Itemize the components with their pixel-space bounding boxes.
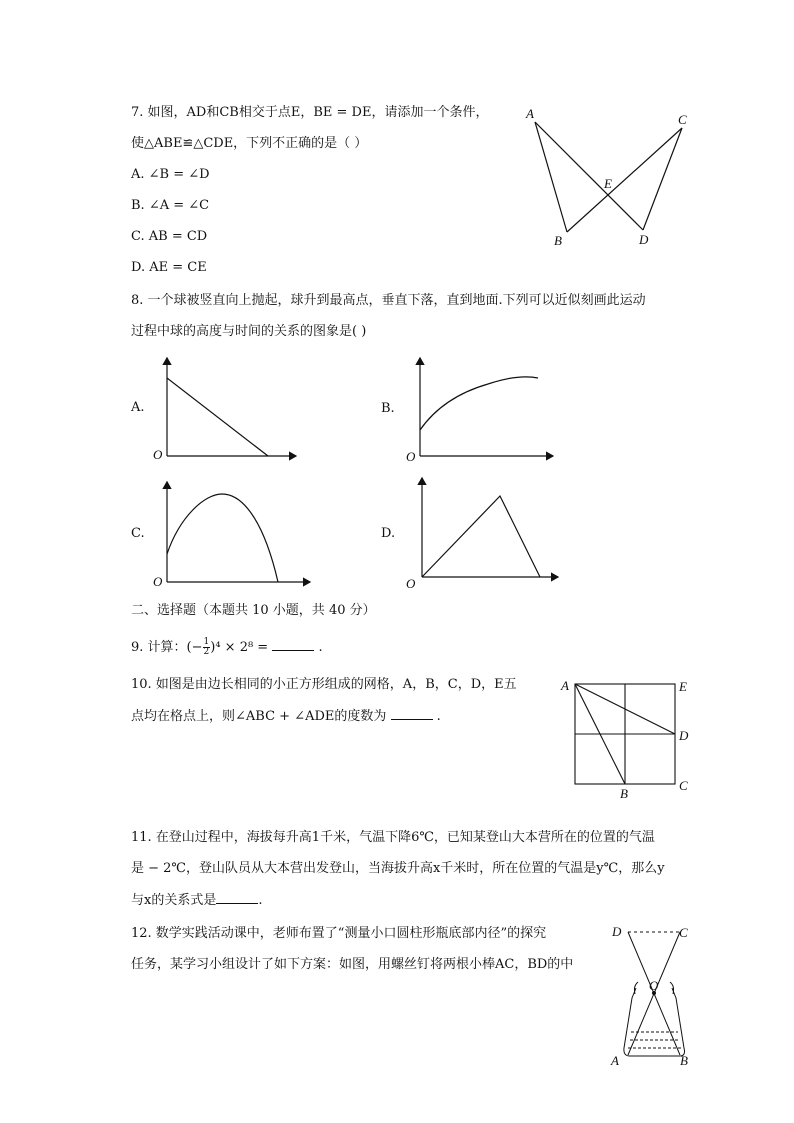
- q12-label-c: C: [679, 925, 688, 940]
- q8-option-a-label: A.: [131, 400, 145, 415]
- q8-option-c-label: C.: [131, 526, 145, 541]
- q7-option-d: D. AE = CE: [131, 260, 207, 275]
- q11-line3: 与x的关系式是 .: [131, 893, 263, 908]
- q8-graph-d: [403, 472, 563, 591]
- q10-stem-line1: 10. 如图是由边长相同的小正方形组成的网格，A，B，C，D，E五: [131, 677, 517, 692]
- q10-label-e: E: [679, 679, 687, 694]
- q10-stem-line2: 点均在格点上，则∠ABC + ∠ADE的度数为 .: [131, 709, 441, 724]
- q10-grid-figure: [556, 674, 706, 804]
- q7-figure: [520, 100, 700, 250]
- q7-label-e: E: [604, 176, 612, 191]
- q10-label-a: A: [561, 678, 569, 693]
- q10-label-d: D: [679, 728, 689, 743]
- q7-label-b: B: [554, 233, 562, 248]
- q9-suffix: .: [318, 640, 323, 655]
- q9-line: 9. 计算：(− $\frac{1}{2}$ )⁴ × 2⁸ = .: [131, 637, 323, 657]
- q7-label-c: C: [678, 112, 687, 127]
- q9-expression: ⁴ × 2⁸ =: [215, 640, 269, 655]
- q12-label-a: A: [611, 1053, 619, 1068]
- q12-line1: 12. 数学实践活动课中，老师布置了“测量小口圆柱形瓶底部内径”的探究: [131, 926, 547, 941]
- q11-line2: 是 − 2℃，登山队员从大本营出发登山，当海拔升高x千米时，所在位置的气温是y℃，那么y: [131, 861, 665, 876]
- q7-option-b: B. ∠A = ∠C: [131, 198, 210, 213]
- q7-option-c: C. AB = CD: [131, 229, 208, 244]
- q12-label-o: O: [649, 978, 659, 993]
- q9-fraction: $\frac{1}{2}$: [203, 637, 210, 657]
- q12-bottle-figure: [608, 920, 703, 1070]
- q8-stem-line2: 过程中球的高度与时间的关系的图象是( ): [131, 324, 367, 339]
- q10-label-c: C: [679, 778, 688, 793]
- q9-prefix: 9. 计算：: [131, 640, 187, 655]
- q7-option-a: A. ∠B = ∠D: [131, 167, 210, 182]
- q8-origin-d: O: [406, 576, 416, 591]
- q7-label-d: D: [639, 232, 649, 247]
- q8-graph-c: [150, 476, 320, 588]
- q8-origin-c: O: [153, 574, 163, 589]
- q10-label-b: B: [620, 786, 628, 801]
- section2-heading: 二、选择题（本题共 10 小题，共 40 分）: [131, 603, 376, 618]
- q10-answer-blank[interactable]: [391, 707, 433, 720]
- q7-stem-line2: 使△ABE≌△CDE，下列不正确的是（ ）: [131, 136, 368, 151]
- q12-label-b: B: [680, 1053, 688, 1068]
- q12-line2: 任务，某学习小组设计了如下方案：如图，用螺丝钉将两根小棒AC，BD的中: [131, 957, 574, 972]
- q9-answer-blank[interactable]: [272, 638, 314, 651]
- q7-label-a: A: [526, 106, 534, 121]
- q11-answer-blank[interactable]: [216, 891, 258, 904]
- q11-line1: 11. 在登山过程中，海拔每升高1千米，气温下降6℃，已知某登山大本营所在的位置的气温: [131, 830, 655, 845]
- q8-graph-b: [403, 352, 563, 464]
- q8-graph-a: [150, 352, 305, 464]
- q8-origin-a: O: [153, 447, 163, 462]
- q12-label-d: D: [612, 924, 622, 939]
- q7-stem-line1: 7. 如图，AD和CB相交于点E，BE = DE，请添加一个条件，: [131, 105, 489, 120]
- q8-option-b-label: B.: [381, 401, 395, 416]
- q8-origin-b: O: [406, 449, 416, 464]
- q8-option-d-label: D.: [381, 526, 396, 541]
- q8-stem-line1: 8. 一个球被竖直向上抛起，球升到最高点，垂直下落，直到地面.下列可以近似刻画此运动: [131, 293, 646, 308]
